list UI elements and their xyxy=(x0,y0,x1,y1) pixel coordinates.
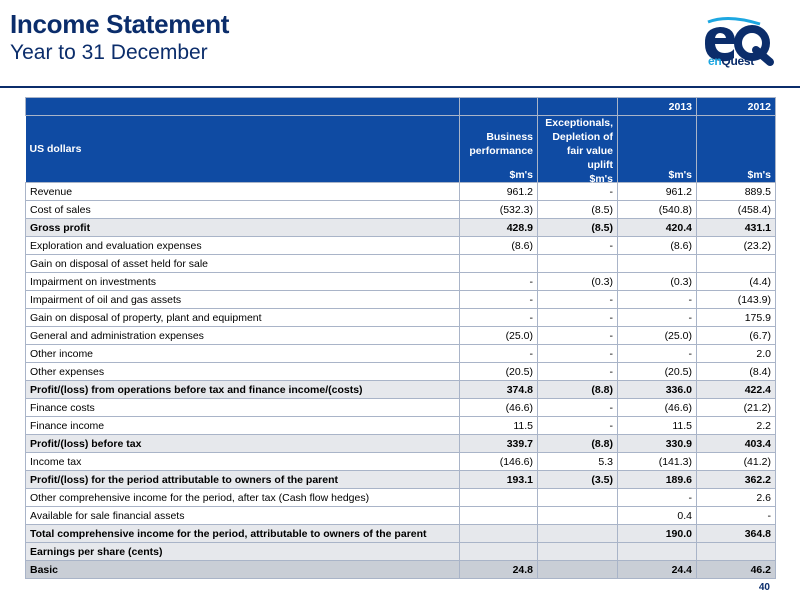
table-row xyxy=(26,435,776,453)
table-row xyxy=(26,489,776,507)
row-label: Basic xyxy=(26,561,460,579)
table-row xyxy=(26,471,776,489)
row-label: Revenue xyxy=(26,183,460,201)
value-2012: (23.2) xyxy=(697,237,776,255)
page-number: 40 xyxy=(758,582,770,593)
value-2013: (20.5) xyxy=(618,363,697,381)
statement-rows xyxy=(26,183,776,579)
value-2012: 889.5 xyxy=(697,183,776,201)
row-label: Finance costs xyxy=(26,399,460,417)
exceptionals-value: (8.8) xyxy=(538,435,618,453)
table-row xyxy=(26,399,776,417)
row-label: Impairment on investments xyxy=(26,273,460,291)
business-value xyxy=(460,489,538,507)
row-label: Other income xyxy=(26,345,460,363)
value-2012 xyxy=(697,255,776,273)
income-statement-table xyxy=(25,97,776,579)
value-2013: (25.0) xyxy=(618,327,697,345)
value-2013: 420.4 xyxy=(618,219,697,237)
business-value: - xyxy=(460,345,538,363)
value-2012: 403.4 xyxy=(697,435,776,453)
value-2012: 175.9 xyxy=(697,309,776,327)
value-2013: (0.3) xyxy=(618,273,697,291)
value-2013: (8.6) xyxy=(618,237,697,255)
business-value: - xyxy=(460,291,538,309)
page-subtitle: Year to 31 December xyxy=(10,41,208,64)
value-2013: - xyxy=(618,489,697,507)
business-value xyxy=(460,507,538,525)
value-2013: 189.6 xyxy=(618,471,697,489)
exceptionals-header: Exceptionals, Depletion of fair value uplift $m's xyxy=(538,116,618,183)
value-2012: 2.2 xyxy=(697,417,776,435)
value-2013: - xyxy=(618,309,697,327)
row-label: Cost of sales xyxy=(26,201,460,219)
units-label: US dollars xyxy=(26,116,460,183)
row-label: Earnings per share (cents) xyxy=(26,543,460,561)
table-row xyxy=(26,345,776,363)
value-2013: (540.8) xyxy=(618,201,697,219)
value-2013 xyxy=(618,255,697,273)
row-label: Profit/(loss) for the period attributable to owners of the parent xyxy=(26,471,460,489)
business-value: (532.3) xyxy=(460,201,538,219)
business-value: - xyxy=(460,273,538,291)
exceptionals-value xyxy=(538,489,618,507)
value-2013: - xyxy=(618,345,697,363)
exceptionals-value xyxy=(538,255,618,273)
value-2012: - xyxy=(697,507,776,525)
value-2012: 364.8 xyxy=(697,525,776,543)
exceptionals-value: - xyxy=(538,309,618,327)
row-label: Income tax xyxy=(26,453,460,471)
row-label: Other comprehensive income for the period, after tax (Cash flow hedges) xyxy=(26,489,460,507)
value-2013: 24.4 xyxy=(618,561,697,579)
exceptionals-value xyxy=(538,561,618,579)
value-2013: 11.5 xyxy=(618,417,697,435)
exceptionals-value: - xyxy=(538,291,618,309)
value-2012: 422.4 xyxy=(697,381,776,399)
exceptionals-value: 5.3 xyxy=(538,453,618,471)
row-label: Gain on disposal of asset held for sale xyxy=(26,255,460,273)
row-label: Total comprehensive income for the period, attributable to owners of the parent xyxy=(26,525,460,543)
row-label: Exploration and evaluation expenses xyxy=(26,237,460,255)
table-row xyxy=(26,363,776,381)
row-label: Available for sale financial assets xyxy=(26,507,460,525)
value-2012: (458.4) xyxy=(697,201,776,219)
value-2013: 336.0 xyxy=(618,381,697,399)
exceptionals-value: - xyxy=(538,183,618,201)
business-value: - xyxy=(460,309,538,327)
business-value: 339.7 xyxy=(460,435,538,453)
value-2012: (143.9) xyxy=(697,291,776,309)
business-value: (20.5) xyxy=(460,363,538,381)
exceptionals-value: (8.5) xyxy=(538,201,618,219)
row-label: Impairment of oil and gas assets xyxy=(26,291,460,309)
value-2013: 961.2 xyxy=(618,183,697,201)
value-2013: 0.4 xyxy=(618,507,697,525)
row-label: General and administration expenses xyxy=(26,327,460,345)
business-value: (46.6) xyxy=(460,399,538,417)
business-value xyxy=(460,543,538,561)
value-2012: 46.2 xyxy=(697,561,776,579)
table-row xyxy=(26,561,776,579)
table-row xyxy=(26,543,776,561)
exceptionals-value: - xyxy=(538,237,618,255)
business-value: 11.5 xyxy=(460,417,538,435)
table-row xyxy=(26,273,776,291)
table-header-years xyxy=(26,98,776,116)
exceptionals-value: (8.8) xyxy=(538,381,618,399)
business-value: (8.6) xyxy=(460,237,538,255)
value-2013: (46.6) xyxy=(618,399,697,417)
table-row xyxy=(26,309,776,327)
unit-2013-header: $m's xyxy=(618,116,697,183)
value-2012: (6.7) xyxy=(697,327,776,345)
value-2013 xyxy=(618,543,697,561)
exceptionals-value: (8.5) xyxy=(538,219,618,237)
table-row xyxy=(26,237,776,255)
business-value xyxy=(460,255,538,273)
year-2012-header: 2012 xyxy=(697,98,776,116)
table-row xyxy=(26,219,776,237)
business-value: 193.1 xyxy=(460,471,538,489)
row-label: Other expenses xyxy=(26,363,460,381)
table-row xyxy=(26,381,776,399)
business-value: 961.2 xyxy=(460,183,538,201)
exceptionals-value: - xyxy=(538,345,618,363)
value-2012: (41.2) xyxy=(697,453,776,471)
row-label: Finance income xyxy=(26,417,460,435)
table-row xyxy=(26,255,776,273)
exceptionals-value xyxy=(538,543,618,561)
business-value xyxy=(460,525,538,543)
table-row xyxy=(26,453,776,471)
table-header-columns xyxy=(26,116,776,183)
exceptionals-value: (3.5) xyxy=(538,471,618,489)
business-value: 374.8 xyxy=(460,381,538,399)
enquest-logo xyxy=(698,16,778,78)
row-label: Profit/(loss) before tax xyxy=(26,435,460,453)
table-row xyxy=(26,507,776,525)
exceptionals-value: - xyxy=(538,399,618,417)
unit-2012-header: $m's xyxy=(697,116,776,183)
exceptionals-value xyxy=(538,507,618,525)
row-label: Gross profit xyxy=(26,219,460,237)
table-row xyxy=(26,525,776,543)
value-2012: 2.6 xyxy=(697,489,776,507)
row-label: Profit/(loss) from operations before tax and finance income/(costs) xyxy=(26,381,460,399)
table-row xyxy=(26,183,776,201)
page-title: Income Statement xyxy=(10,9,230,39)
business-performance-header: Business performance $m's xyxy=(460,116,538,183)
value-2013: 330.9 xyxy=(618,435,697,453)
exceptionals-value: - xyxy=(538,417,618,435)
value-2012: (21.2) xyxy=(697,399,776,417)
value-2012: 362.2 xyxy=(697,471,776,489)
logo-wordmark: enQuest xyxy=(708,54,754,68)
table-row xyxy=(26,291,776,309)
header-rule xyxy=(0,86,800,88)
value-2012: 431.1 xyxy=(697,219,776,237)
business-value: 428.9 xyxy=(460,219,538,237)
value-2013: - xyxy=(618,291,697,309)
value-2012: (4.4) xyxy=(697,273,776,291)
value-2012: 2.0 xyxy=(697,345,776,363)
value-2012 xyxy=(697,543,776,561)
business-value: (146.6) xyxy=(460,453,538,471)
business-value: (25.0) xyxy=(460,327,538,345)
row-label: Gain on disposal of property, plant and equipment xyxy=(26,309,460,327)
value-2012: (8.4) xyxy=(697,363,776,381)
exceptionals-value: - xyxy=(538,363,618,381)
exceptionals-value xyxy=(538,525,618,543)
business-value: 24.8 xyxy=(460,561,538,579)
exceptionals-value: - xyxy=(538,327,618,345)
table-row xyxy=(26,417,776,435)
value-2013: 190.0 xyxy=(618,525,697,543)
exceptionals-value: (0.3) xyxy=(538,273,618,291)
table-row xyxy=(26,327,776,345)
value-2013: (141.3) xyxy=(618,453,697,471)
year-2013-header: 2013 xyxy=(618,98,697,116)
table-row xyxy=(26,201,776,219)
